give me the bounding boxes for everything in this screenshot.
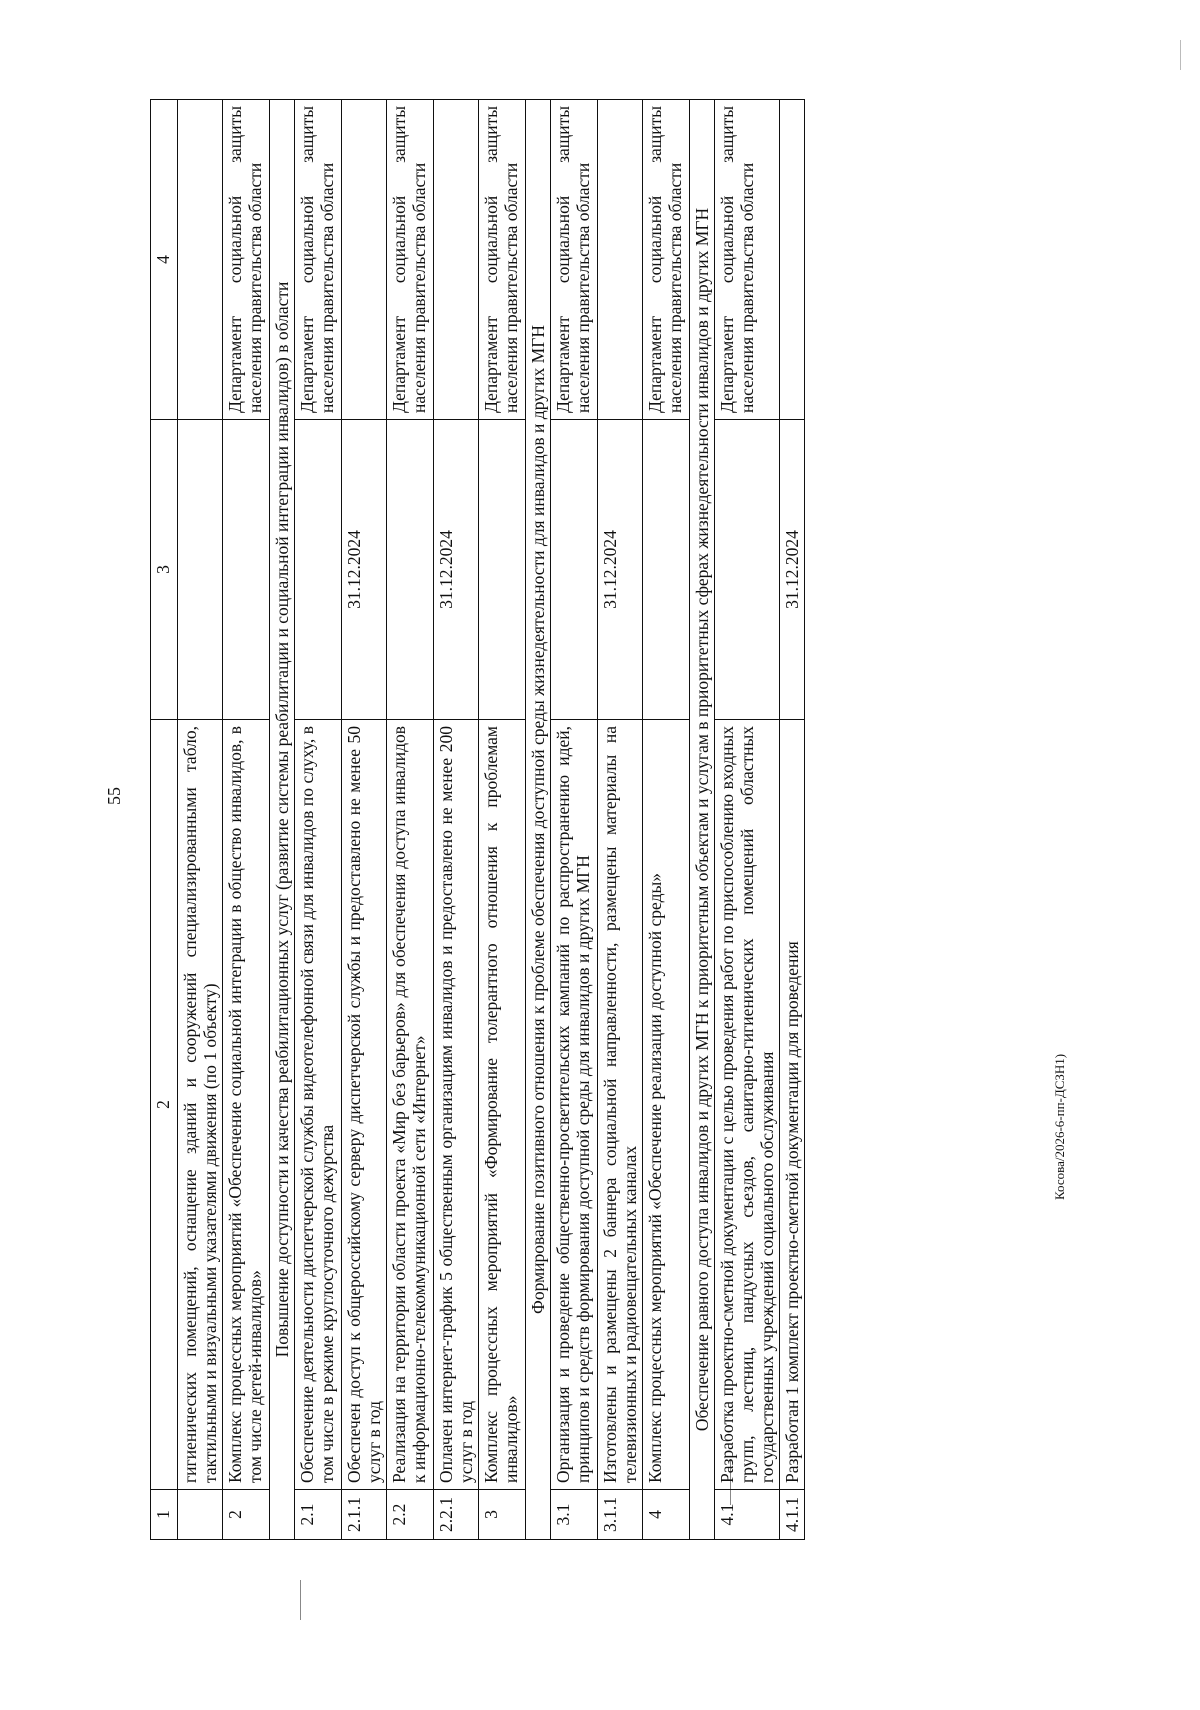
responsible-executor: Департамент социальной защиты населения правительства области — [551, 100, 598, 420]
deadline-date — [223, 420, 270, 720]
section-heading: Формирование позитивного отношения к проблеме обеспечения доступной среды жизнедеятельности для инвалидов и других МГН — [526, 100, 551, 1540]
row-number — [178, 1490, 223, 1540]
measure-description: Обеспечен доступ к общероссийскому серверу диспетчерской службы и предоставлено не менее 50 услуг в год — [342, 720, 387, 1490]
document-code: Косова/2026-6-пп-ДСЗН1) — [1052, 1053, 1067, 1200]
deadline-date: 31.12.2024 — [434, 420, 479, 720]
deadline-date — [551, 420, 598, 720]
table-row — [479, 100, 526, 1540]
table-row — [780, 100, 805, 1540]
column-header-2: 2 — [151, 720, 178, 1490]
measure-description: Разработан 1 комплект проектно-сметной документации для проведения — [780, 720, 805, 1490]
measure-description: Комплекс процессных мероприятий «Формирование толерантного отношения к проблемам инвалидов» — [479, 720, 526, 1490]
measure-description: Оплачен интернет-трафик 5 общественным организациям инвалидов и предоставлено не менее 200 услуг в год — [434, 720, 479, 1490]
responsible-executor — [598, 100, 643, 420]
section-heading-row — [526, 100, 551, 1540]
row-number: 4.1 — [715, 1490, 780, 1540]
table-row — [715, 100, 780, 1540]
rotated-page-content — [150, 100, 930, 1540]
section-heading-row — [690, 100, 715, 1540]
row-number: 2 — [223, 1490, 270, 1540]
table-row — [598, 100, 643, 1540]
measure-description: Изготовлены и размещены 2 баннера социальной направленности, размещены материалы на телевизионных и радиовещательных каналах — [598, 720, 643, 1490]
row-number: 3.1.1 — [598, 1490, 643, 1540]
responsible-executor: Департамент социальной защиты населения правительства области — [223, 100, 270, 420]
table-row — [387, 100, 434, 1540]
section-heading-row — [270, 100, 295, 1540]
deadline-date — [643, 420, 690, 720]
responsible-executor — [780, 100, 805, 420]
responsible-executor: Департамент социальной защиты населения правительства области — [387, 100, 434, 420]
table-row — [342, 100, 387, 1540]
deadline-date: 31.12.2024 — [342, 420, 387, 720]
responsible-executor — [342, 100, 387, 420]
table-row — [178, 100, 223, 1540]
table-row — [223, 100, 270, 1540]
responsible-executor: Департамент социальной защиты населения правительства области — [479, 100, 526, 420]
responsible-executor: Департамент социальной защиты населения правительства области — [715, 100, 780, 420]
deadline-date — [178, 420, 223, 720]
deadline-date — [295, 420, 342, 720]
measure-description: Комплекс процессных мероприятий «Обеспечение реализации доступной среды» — [643, 720, 690, 1490]
scan-artifact — [1180, 40, 1181, 70]
responsible-executor: Департамент социальной защиты населения правительства области — [643, 100, 690, 420]
row-number: 3.1 — [551, 1490, 598, 1540]
measures-table — [150, 99, 805, 1540]
deadline-date: 31.12.2024 — [598, 420, 643, 720]
responsible-executor: Департамент социальной защиты населения правительства области — [295, 100, 342, 420]
table-header-row — [151, 100, 178, 1540]
row-number: 3 — [479, 1490, 526, 1540]
table-row — [551, 100, 598, 1540]
row-number: 2.2.1 — [434, 1490, 479, 1540]
measure-description: Реализация на территории области проекта «Мир без барьеров» для обеспечения доступа инвалидов к информационно-телекоммуникационной сети «Интернет» — [387, 720, 434, 1490]
measure-description: гигиенических помещений, оснащение зданий и сооружений специализированными табло, тактильными и визуальными указателями движения (по 1 объекту) — [178, 720, 223, 1490]
column-header-3: 3 — [151, 420, 178, 720]
deadline-date — [387, 420, 434, 720]
section-heading: Повышение доступности и качества реабилитационных услуг (развитие системы реабилитации и социальной интеграции инвалидов) в области — [270, 100, 295, 1540]
measure-description: Обеспечение деятельности диспетчерской службы видеотелефонной связи для инвалидов по слуху, в том числе в режиме круглосуточного дежурства — [295, 720, 342, 1490]
table-row — [643, 100, 690, 1540]
deadline-date: 31.12.2024 — [780, 420, 805, 720]
column-header-1: 1 — [151, 1490, 178, 1540]
deadline-date — [479, 420, 526, 720]
responsible-executor — [434, 100, 479, 420]
measure-description: Комплекс процессных мероприятий «Обеспечение социальной интеграции в общество инвалидов, в том числе детей-инвалидов» — [223, 720, 270, 1490]
row-number: 2.1 — [295, 1490, 342, 1540]
column-header-4: 4 — [151, 100, 178, 420]
measure-description: Разработка проектно-сметной документации с целью проведения работ по приспособлению входных групп, лестниц, пандусных съездов, санитарно-гигиенических помещений областных государственных учреждений социального обслуживания — [715, 720, 780, 1490]
deadline-date — [715, 420, 780, 720]
row-number: 4 — [643, 1490, 690, 1540]
table-row — [434, 100, 479, 1540]
row-number: 2.1.1 — [342, 1490, 387, 1540]
table-row — [295, 100, 342, 1540]
row-number: 2.2 — [387, 1490, 434, 1540]
measure-description: Организация и проведение общественно-просветительских кампаний по распространению идей, принципов и средств формирования доступной среды для инвалидов и других МГН — [551, 720, 598, 1490]
page-number: 55 — [104, 787, 124, 805]
row-number: 4.1.1 — [780, 1490, 805, 1540]
scan-artifact — [300, 1580, 301, 1620]
table-body — [178, 100, 805, 1540]
responsible-executor — [178, 100, 223, 420]
section-heading: Обеспечение равного доступа инвалидов и других МГН к приоритетным объектам и услугам в приоритетных сферах жизнедеятельности инвалидов и других МГН — [690, 100, 715, 1540]
